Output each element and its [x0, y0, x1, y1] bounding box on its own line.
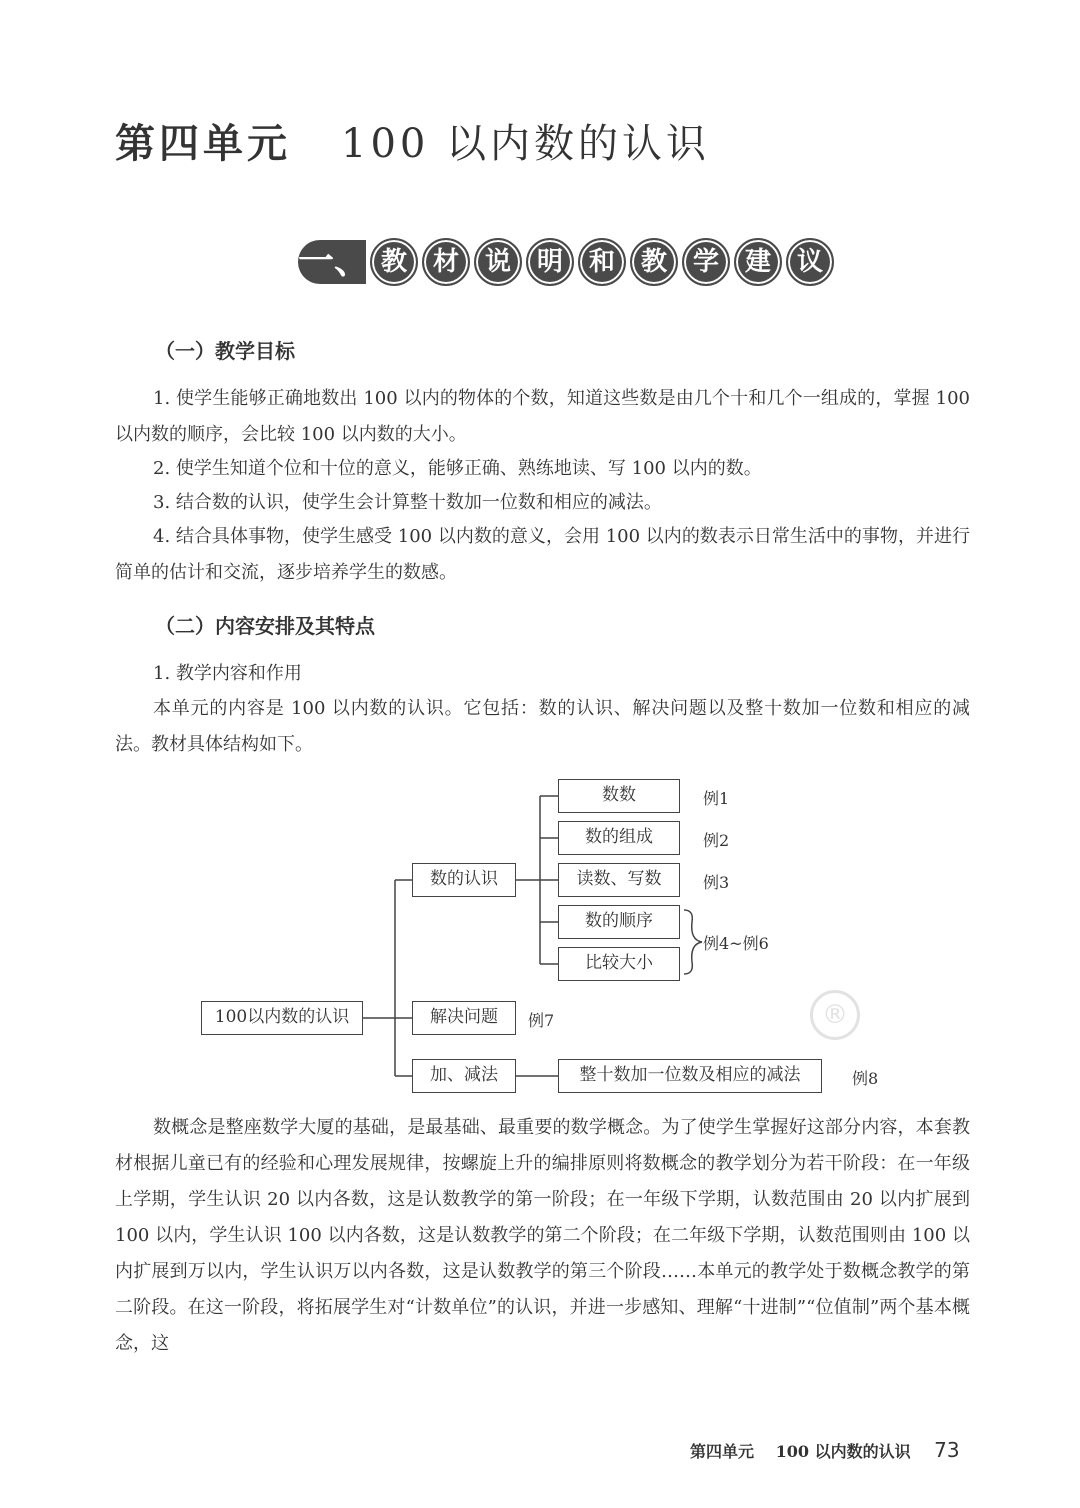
goal-item-4: 4. 结合具体事物，使学生感受 100 以内数的意义，会用 100 以内的数表示日常生活中的事物，并进行简单的估计和交流，逐步培养学生的数感。	[115, 526, 970, 583]
section-banner-lead: 一、	[298, 241, 371, 282]
footer-topic: 100 以内数的认识	[775, 1442, 911, 1461]
body-paragraph: 数概念是整座数学大厦的基础，是最基础、最重要的数学概念。为了使学生掌握好这部分内容，本套教材根据儿童已有的经验和心理发展规律，按螺旋上升的编排原则将数概念的教学划分为若干阶段：在一年级上学期，学生认识 20 以内各数，这是认数教学的第一阶段；在一年级下学期，认数范围由 20 以内扩展到 100 以内，学生认识 100 以内各数，这是认数教学的第二个阶段；在二年级下学期，认数范围则由 100 以内扩展到万以内，学生认识万以内各数，这是认数教学的第三个阶段……本单元的教学处于数概念教学的第二阶段。在这一阶段，将拓展学生对“计数单位”的认识，并进一步感知、理解“十进制”“位值制”两个基本概念，这	[115, 1117, 970, 1354]
page-footer	[690, 1438, 960, 1462]
goal-item-1: 1. 使学生能够正确地数出 100 以内的物体的个数，知道这些数是由几个十和几个一组成的，掌握 100 以内数的顺序，会比较 100 以内数的大小。	[115, 388, 970, 445]
goal-item-3: 3. 结合数的认识，使学生会计算整十数加一位数和相应的减法。	[153, 492, 662, 513]
section-banner-char: 明	[526, 238, 574, 286]
unit-label: 第四单元	[115, 120, 291, 167]
leaf-count-box: 数数	[558, 779, 680, 813]
section-banner-char: 材	[422, 238, 470, 286]
section-banner	[298, 236, 834, 288]
example-3-label: 例3	[703, 873, 730, 892]
leaf-order-box: 数的顺序	[558, 905, 680, 939]
page-number: 73	[934, 1438, 960, 1462]
root-connector	[362, 880, 412, 1076]
example-1-label: 例1	[703, 789, 730, 808]
branch-recognize-box: 数的认识	[412, 863, 516, 897]
heading-content-arrangement: （二）内容安排及其特点	[155, 614, 375, 638]
goal-item-2: 2. 使学生知道个位和十位的意义，能够正确、熟练地读、写 100 以内的数。	[153, 458, 762, 479]
branch-addsub-box: 加、减法	[412, 1059, 516, 1093]
recognize-connector	[516, 796, 558, 964]
section-banner-char: 教	[630, 238, 678, 286]
heading-teaching-goals: （一）教学目标	[155, 339, 295, 363]
subheading-teaching-content: 1. 教学内容和作用	[153, 663, 302, 684]
branch-solve-box: 解决问题	[412, 1001, 516, 1035]
order-compare-brace	[684, 910, 702, 974]
unit-topic: 100 以内数的认识	[341, 121, 711, 167]
leaf-readwrite-box: 读数、写数	[558, 863, 680, 897]
leaf-compare-box: 比较大小	[558, 947, 680, 981]
example-7-label: 例7	[528, 1011, 555, 1030]
section-banner-char: 建	[734, 238, 782, 286]
footer-unit: 第四单元	[690, 1442, 755, 1461]
root-box: 100以内数的认识	[201, 1001, 363, 1035]
section-banner-char: 议	[786, 238, 834, 286]
example-4-6-label: 例4~例6	[703, 934, 769, 953]
leaf-addsub-box: 整十数加一位数及相应的减法	[558, 1059, 822, 1093]
section-banner-char: 说	[474, 238, 522, 286]
content-intro: 本单元的内容是 100 以内数的认识。它包括：数的认识、解决问题以及整十数加一位数和相应的减法。教材具体结构如下。	[115, 698, 970, 755]
unit-title	[115, 112, 710, 169]
section-banner-char: 教	[370, 238, 418, 286]
section-banner-char: 和	[578, 238, 626, 286]
example-2-label: 例2	[703, 831, 730, 850]
registered-watermark: ®	[810, 990, 860, 1040]
leaf-compose-box: 数的组成	[558, 821, 680, 855]
example-8-label: 例8	[852, 1069, 879, 1088]
section-banner-char: 学	[682, 238, 730, 286]
